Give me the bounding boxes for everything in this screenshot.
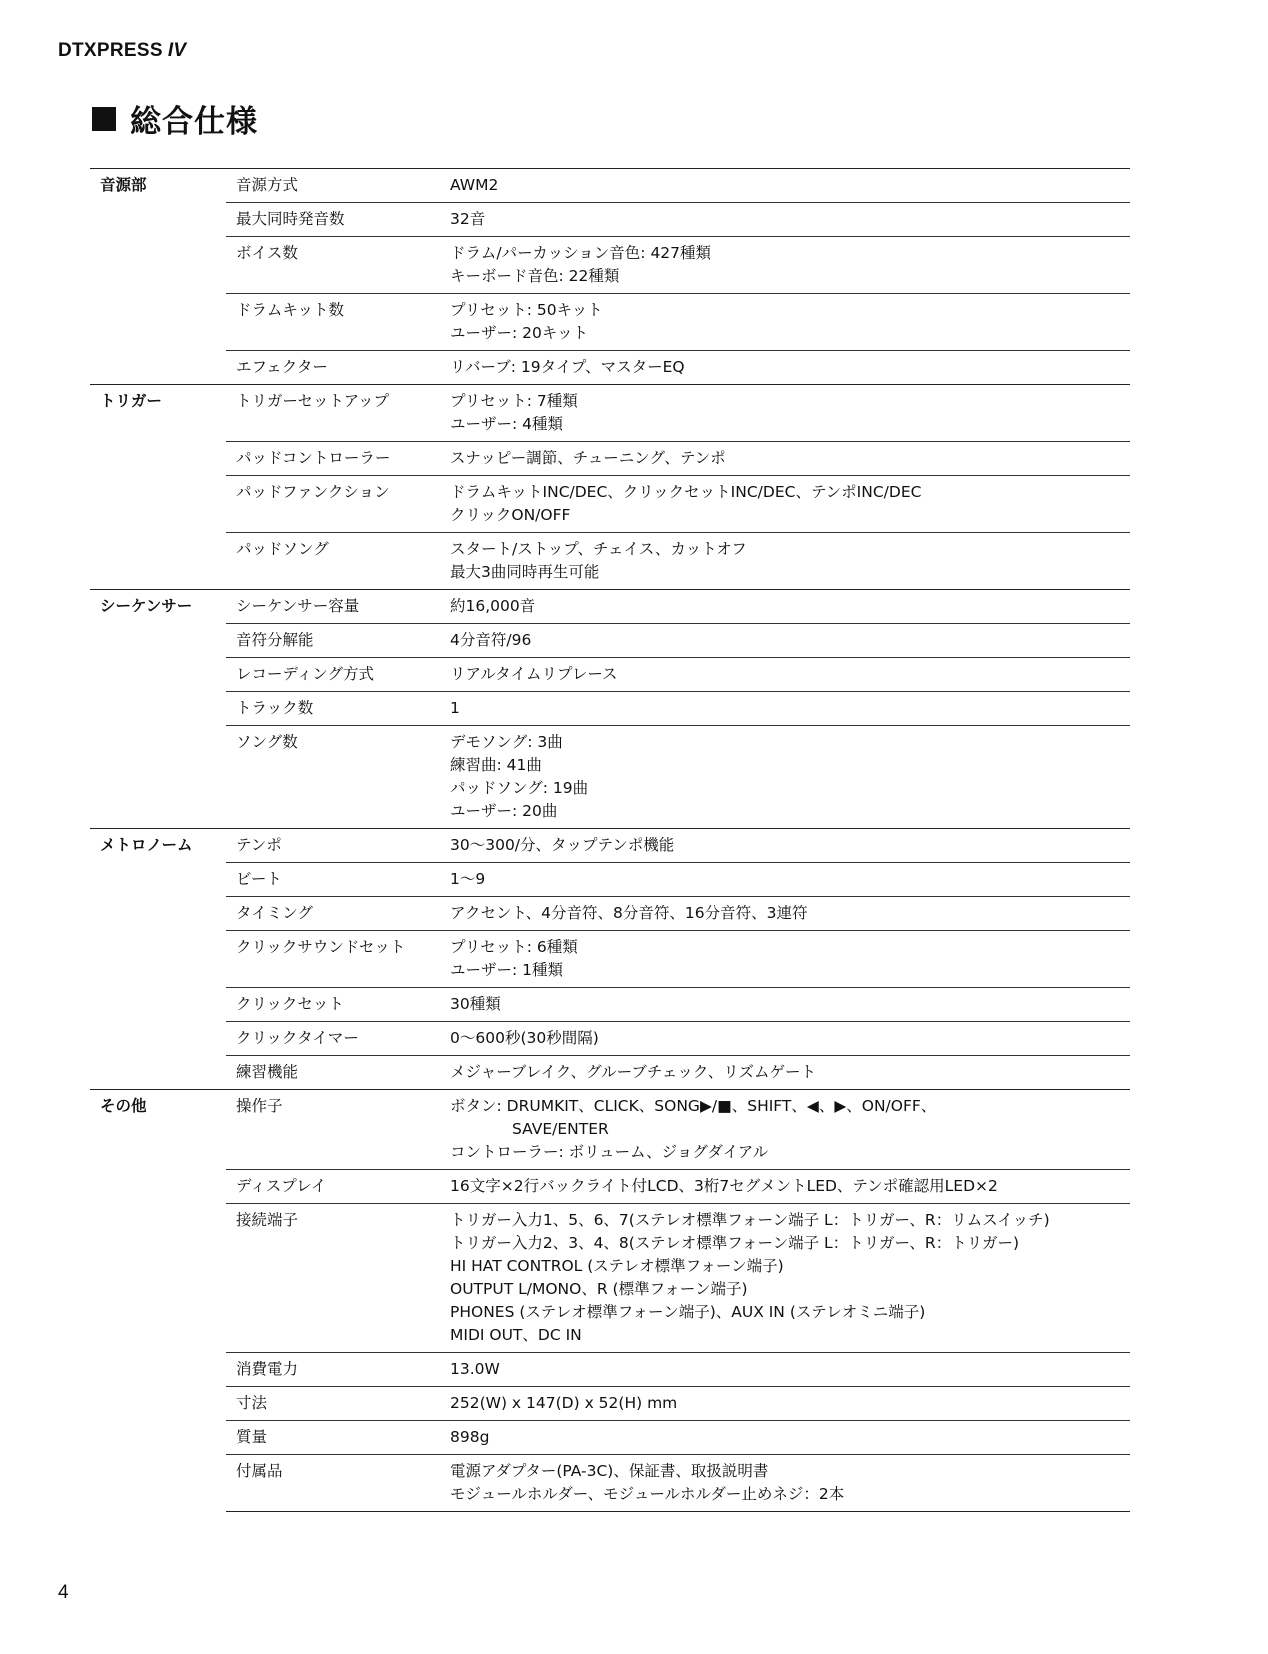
spec-row xyxy=(90,658,1130,692)
spec-label: パッドコントローラー xyxy=(226,442,440,476)
spec-value-line: 4分音符/96 xyxy=(450,631,532,649)
spec-value xyxy=(440,624,1130,658)
spec-value-line: プリセット: 7種類 xyxy=(450,392,578,410)
model-suffix: IV xyxy=(167,40,187,61)
spec-value-line: 30種類 xyxy=(450,995,501,1013)
spec-row xyxy=(90,1022,1130,1056)
spec-label: ボイス数 xyxy=(226,237,440,294)
spec-label: 付属品 xyxy=(226,1455,440,1512)
spec-value-line: ユーザー: 20キット xyxy=(450,324,589,342)
spec-value-line: リアルタイムリプレース xyxy=(450,665,618,683)
spec-row xyxy=(90,1204,1130,1353)
spec-row xyxy=(90,1455,1130,1512)
spec-value xyxy=(440,1056,1130,1090)
spec-table xyxy=(90,168,1130,1512)
spec-value xyxy=(440,1387,1130,1421)
spec-value-line: ユーザー: 20曲 xyxy=(450,802,558,820)
spec-label: 消費電力 xyxy=(226,1353,440,1387)
spec-value xyxy=(440,533,1130,590)
spec-value xyxy=(440,931,1130,988)
spec-label: 音源方式 xyxy=(226,169,440,203)
spec-value xyxy=(440,1421,1130,1455)
spec-value-line: 練習曲: 41曲 xyxy=(450,756,542,774)
spec-value-line: ドラム/パーカッション音色: 427種類 xyxy=(450,244,712,262)
spec-row xyxy=(90,897,1130,931)
spec-table-body xyxy=(90,169,1130,1512)
spec-value-line: 16文字×2行バックライト付LCD、3桁7セグメントLED、テンポ確認用LED×2 xyxy=(450,1177,998,1195)
spec-value-line: アクセント、4分音符、8分音符、16分音符、3連符 xyxy=(450,904,808,922)
spec-label: ソング数 xyxy=(226,726,440,829)
spec-label: クリックセット xyxy=(226,988,440,1022)
spec-row xyxy=(90,1421,1130,1455)
spec-value-line: ユーザー: 4種類 xyxy=(450,415,564,433)
spec-value xyxy=(440,863,1130,897)
spec-value-line: モジュールホルダー、モジュールホルダー止めネジ：2本 xyxy=(450,1485,845,1503)
spec-value-line: スナッピー調節、チューニング、テンポ xyxy=(450,449,726,467)
spec-value xyxy=(440,385,1130,442)
spec-row xyxy=(90,476,1130,533)
spec-row xyxy=(90,351,1130,385)
spec-value xyxy=(440,442,1130,476)
spec-value xyxy=(440,169,1130,203)
spec-value xyxy=(440,658,1130,692)
spec-value xyxy=(440,294,1130,351)
spec-label: トラック数 xyxy=(226,692,440,726)
spec-row xyxy=(90,294,1130,351)
spec-row xyxy=(90,1387,1130,1421)
spec-value xyxy=(440,237,1130,294)
spec-label: 操作子 xyxy=(226,1090,440,1170)
spec-value xyxy=(440,203,1130,237)
spec-value-line: PHONES (ステレオ標準フォーン端子)、AUX IN (ステレオミニ端子) xyxy=(450,1303,926,1321)
spec-value-line: ドラムキットINC/DEC、クリックセットINC/DEC、テンポINC/DEC xyxy=(450,483,922,501)
spec-value-line: トリガー入力1、5、6、7(ステレオ標準フォーン端子 L：トリガー、R：リムスイッチ) xyxy=(450,1211,1050,1229)
spec-row xyxy=(90,385,1130,442)
spec-row xyxy=(90,1056,1130,1090)
spec-label: エフェクター xyxy=(226,351,440,385)
spec-label: シーケンサー容量 xyxy=(226,590,440,624)
spec-label: レコーディング方式 xyxy=(226,658,440,692)
spec-value-line: SAVE/ENTER xyxy=(512,1120,609,1138)
spec-value-line: 1〜9 xyxy=(450,870,486,888)
spec-row xyxy=(90,203,1130,237)
spec-value-line: メジャーブレイク、グルーブチェック、リズムゲート xyxy=(450,1063,816,1081)
spec-value-line: コントローラー: ボリューム、ジョグダイアル xyxy=(450,1143,769,1161)
spec-value xyxy=(440,1204,1130,1353)
spec-value-line: パッドソング: 19曲 xyxy=(450,779,589,797)
spec-row xyxy=(90,1170,1130,1204)
spec-value-line: 252(W) x 147(D) x 52(H) mm xyxy=(450,1394,678,1412)
spec-label: 質量 xyxy=(226,1421,440,1455)
spec-label: タイミング xyxy=(226,897,440,931)
spec-value-line: 13.0W xyxy=(450,1360,500,1378)
spec-value-line: スタート/ストップ、チェイス、カットオフ xyxy=(450,540,747,558)
spec-value-line: 1 xyxy=(450,699,460,717)
section-title xyxy=(92,96,258,141)
spec-value-line: 898g xyxy=(450,1428,490,1446)
spec-label: 練習機能 xyxy=(226,1056,440,1090)
spec-row xyxy=(90,1090,1130,1170)
spec-value-line: MIDI OUT、DC IN xyxy=(450,1326,582,1344)
spec-value xyxy=(440,351,1130,385)
spec-category: シーケンサー xyxy=(90,590,226,829)
spec-label: クリックサウンドセット xyxy=(226,931,440,988)
spec-value xyxy=(440,897,1130,931)
spec-row xyxy=(90,829,1130,863)
spec-value-line: クリックON/OFF xyxy=(450,506,571,524)
spec-category: トリガー xyxy=(90,385,226,590)
spec-value-line: OUTPUT L/MONO、R (標準フォーン端子) xyxy=(450,1280,748,1298)
model-name: DTXPRESS xyxy=(58,40,163,61)
spec-category: その他 xyxy=(90,1090,226,1512)
spec-value-line: リバーブ: 19タイプ、マスターEQ xyxy=(450,358,685,376)
spec-value-line: HI HAT CONTROL (ステレオ標準フォーン端子) xyxy=(450,1257,784,1275)
spec-value-line: プリセット: 50キット xyxy=(450,301,603,319)
section-title-text: 総合仕様 xyxy=(130,104,258,140)
spec-value xyxy=(440,476,1130,533)
spec-value xyxy=(440,1455,1130,1512)
spec-row xyxy=(90,988,1130,1022)
spec-value-line: 0〜600秒(30秒間隔) xyxy=(450,1029,599,1047)
spec-value-line: キーボード音色: 22種類 xyxy=(450,267,620,285)
spec-label: 接続端子 xyxy=(226,1204,440,1353)
spec-row xyxy=(90,726,1130,829)
page-number: 4 xyxy=(58,1582,69,1603)
spec-category: メトロノーム xyxy=(90,829,226,1090)
spec-label: ドラムキット数 xyxy=(226,294,440,351)
spec-label: パッドソング xyxy=(226,533,440,590)
spec-value-line: 電源アダプター(PA-3C)、保証書、取扱説明書 xyxy=(450,1462,769,1480)
spec-value-line: プリセット: 6種類 xyxy=(450,938,578,956)
spec-value xyxy=(440,1022,1130,1056)
spec-value xyxy=(440,590,1130,624)
spec-value-line: 約16,000音 xyxy=(450,597,536,615)
spec-label: 寸法 xyxy=(226,1387,440,1421)
spec-value-line: トリガー入力2、3、4、8(ステレオ標準フォーン端子 L：トリガー、R：トリガー) xyxy=(450,1234,1020,1252)
spec-row xyxy=(90,590,1130,624)
spec-value xyxy=(440,692,1130,726)
spec-row xyxy=(90,931,1130,988)
spec-value-line: デモソング: 3曲 xyxy=(450,733,563,751)
spec-label: クリックタイマー xyxy=(226,1022,440,1056)
spec-label: 音符分解能 xyxy=(226,624,440,658)
spec-category: 音源部 xyxy=(90,169,226,385)
spec-value xyxy=(440,829,1130,863)
spec-value-line: ボタン: DRUMKIT、CLICK、SONG▶/■、SHIFT、◀、▶、ON/OFF、 xyxy=(450,1097,937,1115)
square-bullet-icon xyxy=(92,107,116,131)
spec-value-line: ユーザー: 1種類 xyxy=(450,961,564,979)
spec-row xyxy=(90,533,1130,590)
spec-row xyxy=(90,442,1130,476)
spec-value xyxy=(440,1170,1130,1204)
spec-value xyxy=(440,1353,1130,1387)
spec-value xyxy=(440,988,1130,1022)
spec-value-line: AWM2 xyxy=(450,176,499,194)
spec-value xyxy=(440,726,1130,829)
page-header xyxy=(58,40,186,62)
spec-value-line: 32音 xyxy=(450,210,486,228)
spec-label: トリガーセットアップ xyxy=(226,385,440,442)
spec-row xyxy=(90,624,1130,658)
spec-row xyxy=(90,1353,1130,1387)
spec-value-line: 最大3曲同時再生可能 xyxy=(450,563,600,581)
spec-row xyxy=(90,863,1130,897)
spec-value xyxy=(440,1090,1130,1170)
spec-value-line: 30〜300/分、タップテンポ機能 xyxy=(450,836,675,854)
spec-label: ビート xyxy=(226,863,440,897)
spec-row xyxy=(90,237,1130,294)
spec-row xyxy=(90,169,1130,203)
spec-label: パッドファンクション xyxy=(226,476,440,533)
spec-label: ディスプレイ xyxy=(226,1170,440,1204)
spec-row xyxy=(90,692,1130,726)
spec-label: 最大同時発音数 xyxy=(226,203,440,237)
spec-label: テンポ xyxy=(226,829,440,863)
